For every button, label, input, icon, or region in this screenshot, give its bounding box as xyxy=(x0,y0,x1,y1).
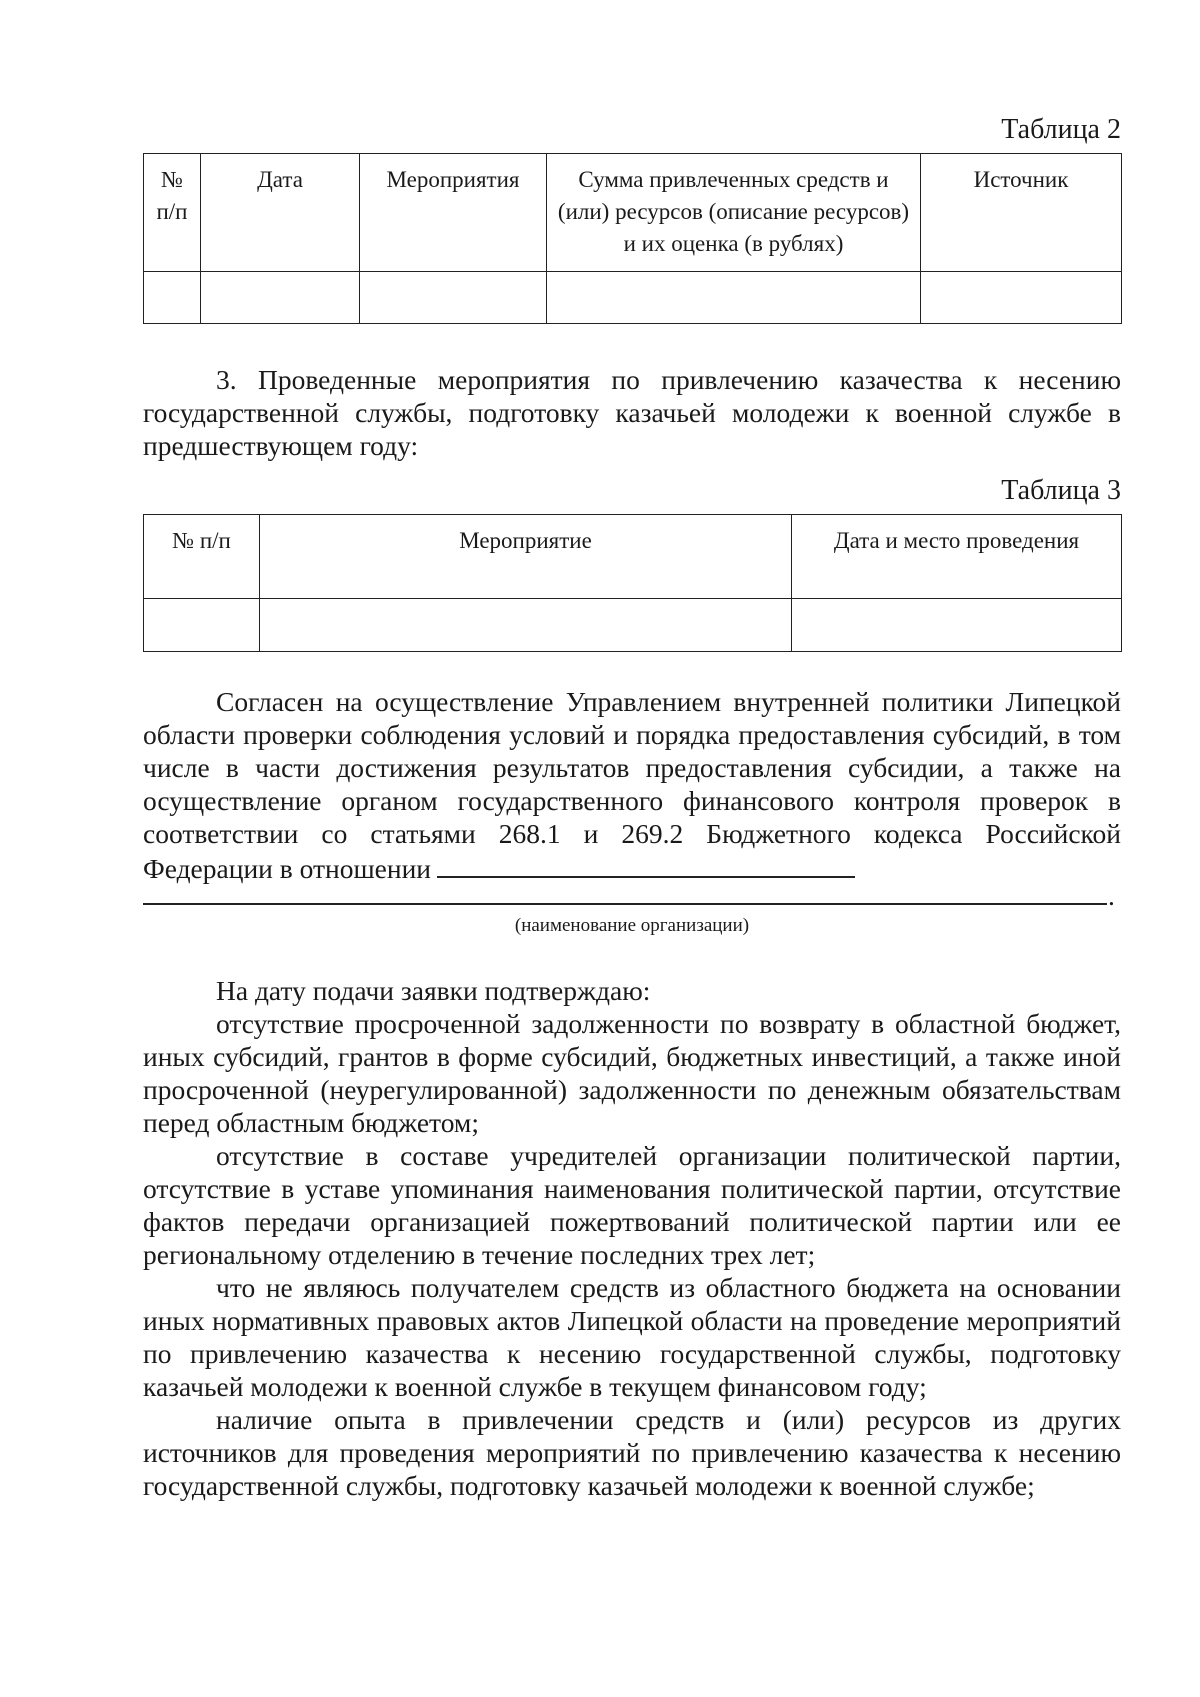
table-row xyxy=(144,272,1122,324)
table-cell[interactable] xyxy=(144,599,260,652)
line-end-period: . xyxy=(1108,880,1115,911)
table2-header-source: Источник xyxy=(921,154,1122,272)
table-cell[interactable] xyxy=(360,272,547,324)
consent-text: Согласен на осуществление Управлением внутренней политики Липецкой области проверки соблюдения условий и порядка предоставления субсидий, в том числе в части достижения результатов предоставления субсидии, а также на осуществление органом государственного финансового контроля проверок в соответствии со статьями 268.1 и 269.2 Бюджетного кодекса Российской Федерации в отношении xyxy=(143,686,1121,884)
table3-header-row xyxy=(144,515,1122,599)
confirmation-item: отсутствие в составе учредителей организации политической партии, отсутствие в уставе упоминания наименования политической партии, отсутствие фактов передачи организацией пожертвований политической партии или ее региональному отделению в течение последних трех лет; xyxy=(143,1140,1121,1270)
table2-header-number: № п/п xyxy=(144,154,201,272)
table-cell[interactable] xyxy=(260,599,792,652)
confirmation-item: отсутствие просроченной задолженности по возврату в областной бюджет, иных субсидий, грантов в форме субсидий, бюджетных инвестиций, а также иной просроченной (неурегулированной) задолженности по денежным обязательствам перед областным бюджетом; xyxy=(143,1008,1121,1138)
organization-name-blank[interactable] xyxy=(437,850,855,878)
confirmation-intro: На дату подачи заявки подтверждаю: xyxy=(216,975,651,1006)
table2-header-events: Мероприятия xyxy=(360,154,547,272)
table2-header-date: Дата xyxy=(201,154,360,272)
confirmation-block xyxy=(143,974,1121,1502)
consent-paragraph xyxy=(143,685,1121,885)
table-row xyxy=(144,599,1122,652)
table2 xyxy=(143,153,1122,324)
table-cell[interactable] xyxy=(792,599,1122,652)
table-cell[interactable] xyxy=(547,272,921,324)
table3 xyxy=(143,514,1122,652)
table3-header-event: Мероприятие xyxy=(260,515,792,599)
confirmation-item: что не являюсь получателем средств из областного бюджета на основании иных нормативных правовых актов Липецкой области на проведение мероприятий по привлечению казачества к несению государственной службы, подготовку казачьей молодежи к военной службе в текущем финансовом году; xyxy=(143,1272,1121,1402)
section3-paragraph: 3. Проведенные мероприятия по привлечению казачества к несению государственной службы, подготовку казачьей молодежи к военной службе в предшествующем году: xyxy=(143,364,1121,461)
table3-caption: Таблица 3 xyxy=(1001,475,1121,506)
table-cell[interactable] xyxy=(921,272,1122,324)
confirmation-item: наличие опыта в привлечении средств и (или) ресурсов из других источников для проведения мероприятий по привлечению казачества к несению государственной службы, подготовку казачьей молодежи к военной службе; xyxy=(143,1404,1121,1501)
table2-header-row xyxy=(144,154,1122,272)
table-cell[interactable] xyxy=(144,272,201,324)
table2-header-amount: Сумма привлеченных средств и (или) ресурсов (описание ресурсов) и их оценка (в рублях) xyxy=(547,154,921,272)
table3-header-date-place: Дата и место проведения xyxy=(792,515,1122,599)
organization-name-line[interactable] xyxy=(143,903,1107,905)
organization-name-caption: (наименование организации) xyxy=(514,915,750,936)
table2-caption: Таблица 2 xyxy=(1001,114,1121,145)
table3-header-number: № п/п xyxy=(144,515,260,599)
table-cell[interactable] xyxy=(201,272,360,324)
